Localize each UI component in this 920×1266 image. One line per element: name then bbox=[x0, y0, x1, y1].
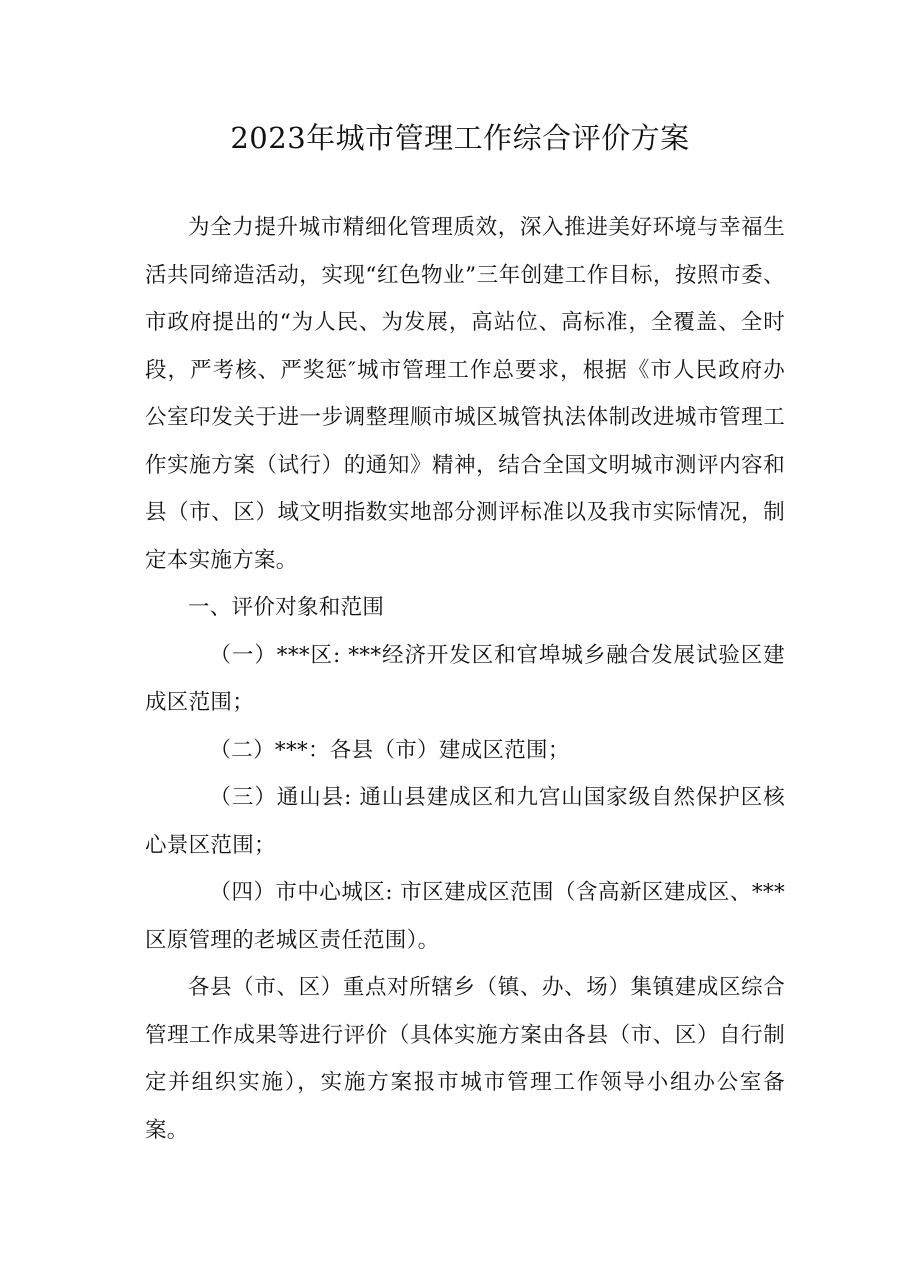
document-title: 2023年城市管理工作综合评价方案 bbox=[230, 121, 690, 155]
scope-item-4: （四）市中心城区: 市区建成区范围（含高新区建成区、***区原管理的老城区责任范围）。 bbox=[145, 880, 785, 953]
scope-item-2: （二）***：各县（市）建成区范围； bbox=[209, 737, 570, 763]
intro-paragraph: 为全力提升城市精细化管理质效，深入推进美好环境与幸福生活共同缔造活动，实现“红色物业”三年创建工作目标，按照市委、市政府提出的“为人民、为发展，高站位、高标准，全覆盖、全时段，严考核、严奖惩″城市管理工作总要求，根据《市人民政府办公室印发关于进一步调整理顺市城区城管执法体制改进城市管理工作实施方案（试行）的通知》精神，结合全国文明城市测评内容和县（市、区）域文明指数实地部分测评标准以及我市实际情况，制定本实施方案。 bbox=[145, 215, 785, 573]
scope-note-paragraph: 各县（市、区）重点对所辖乡（镇、办、场）集镇建成区综合管理工作成果等进行评价（具体实施方案由各县（市、区）自行制定并组织实施），实施方案报市城市管理工作领导小组办公室备案。 bbox=[145, 975, 785, 1143]
document-body bbox=[145, 204, 785, 1154]
scope-item-3: （三）通山县: 通山县建成区和九宫山国家级自然保护区核心景区范围； bbox=[145, 785, 785, 858]
section-heading-scope: 一、评价对象和范围 bbox=[188, 595, 385, 620]
scope-item-1: （一）***区: ***经济开发区和官埠城乡融合发展试验区建成区范围； bbox=[145, 642, 785, 715]
